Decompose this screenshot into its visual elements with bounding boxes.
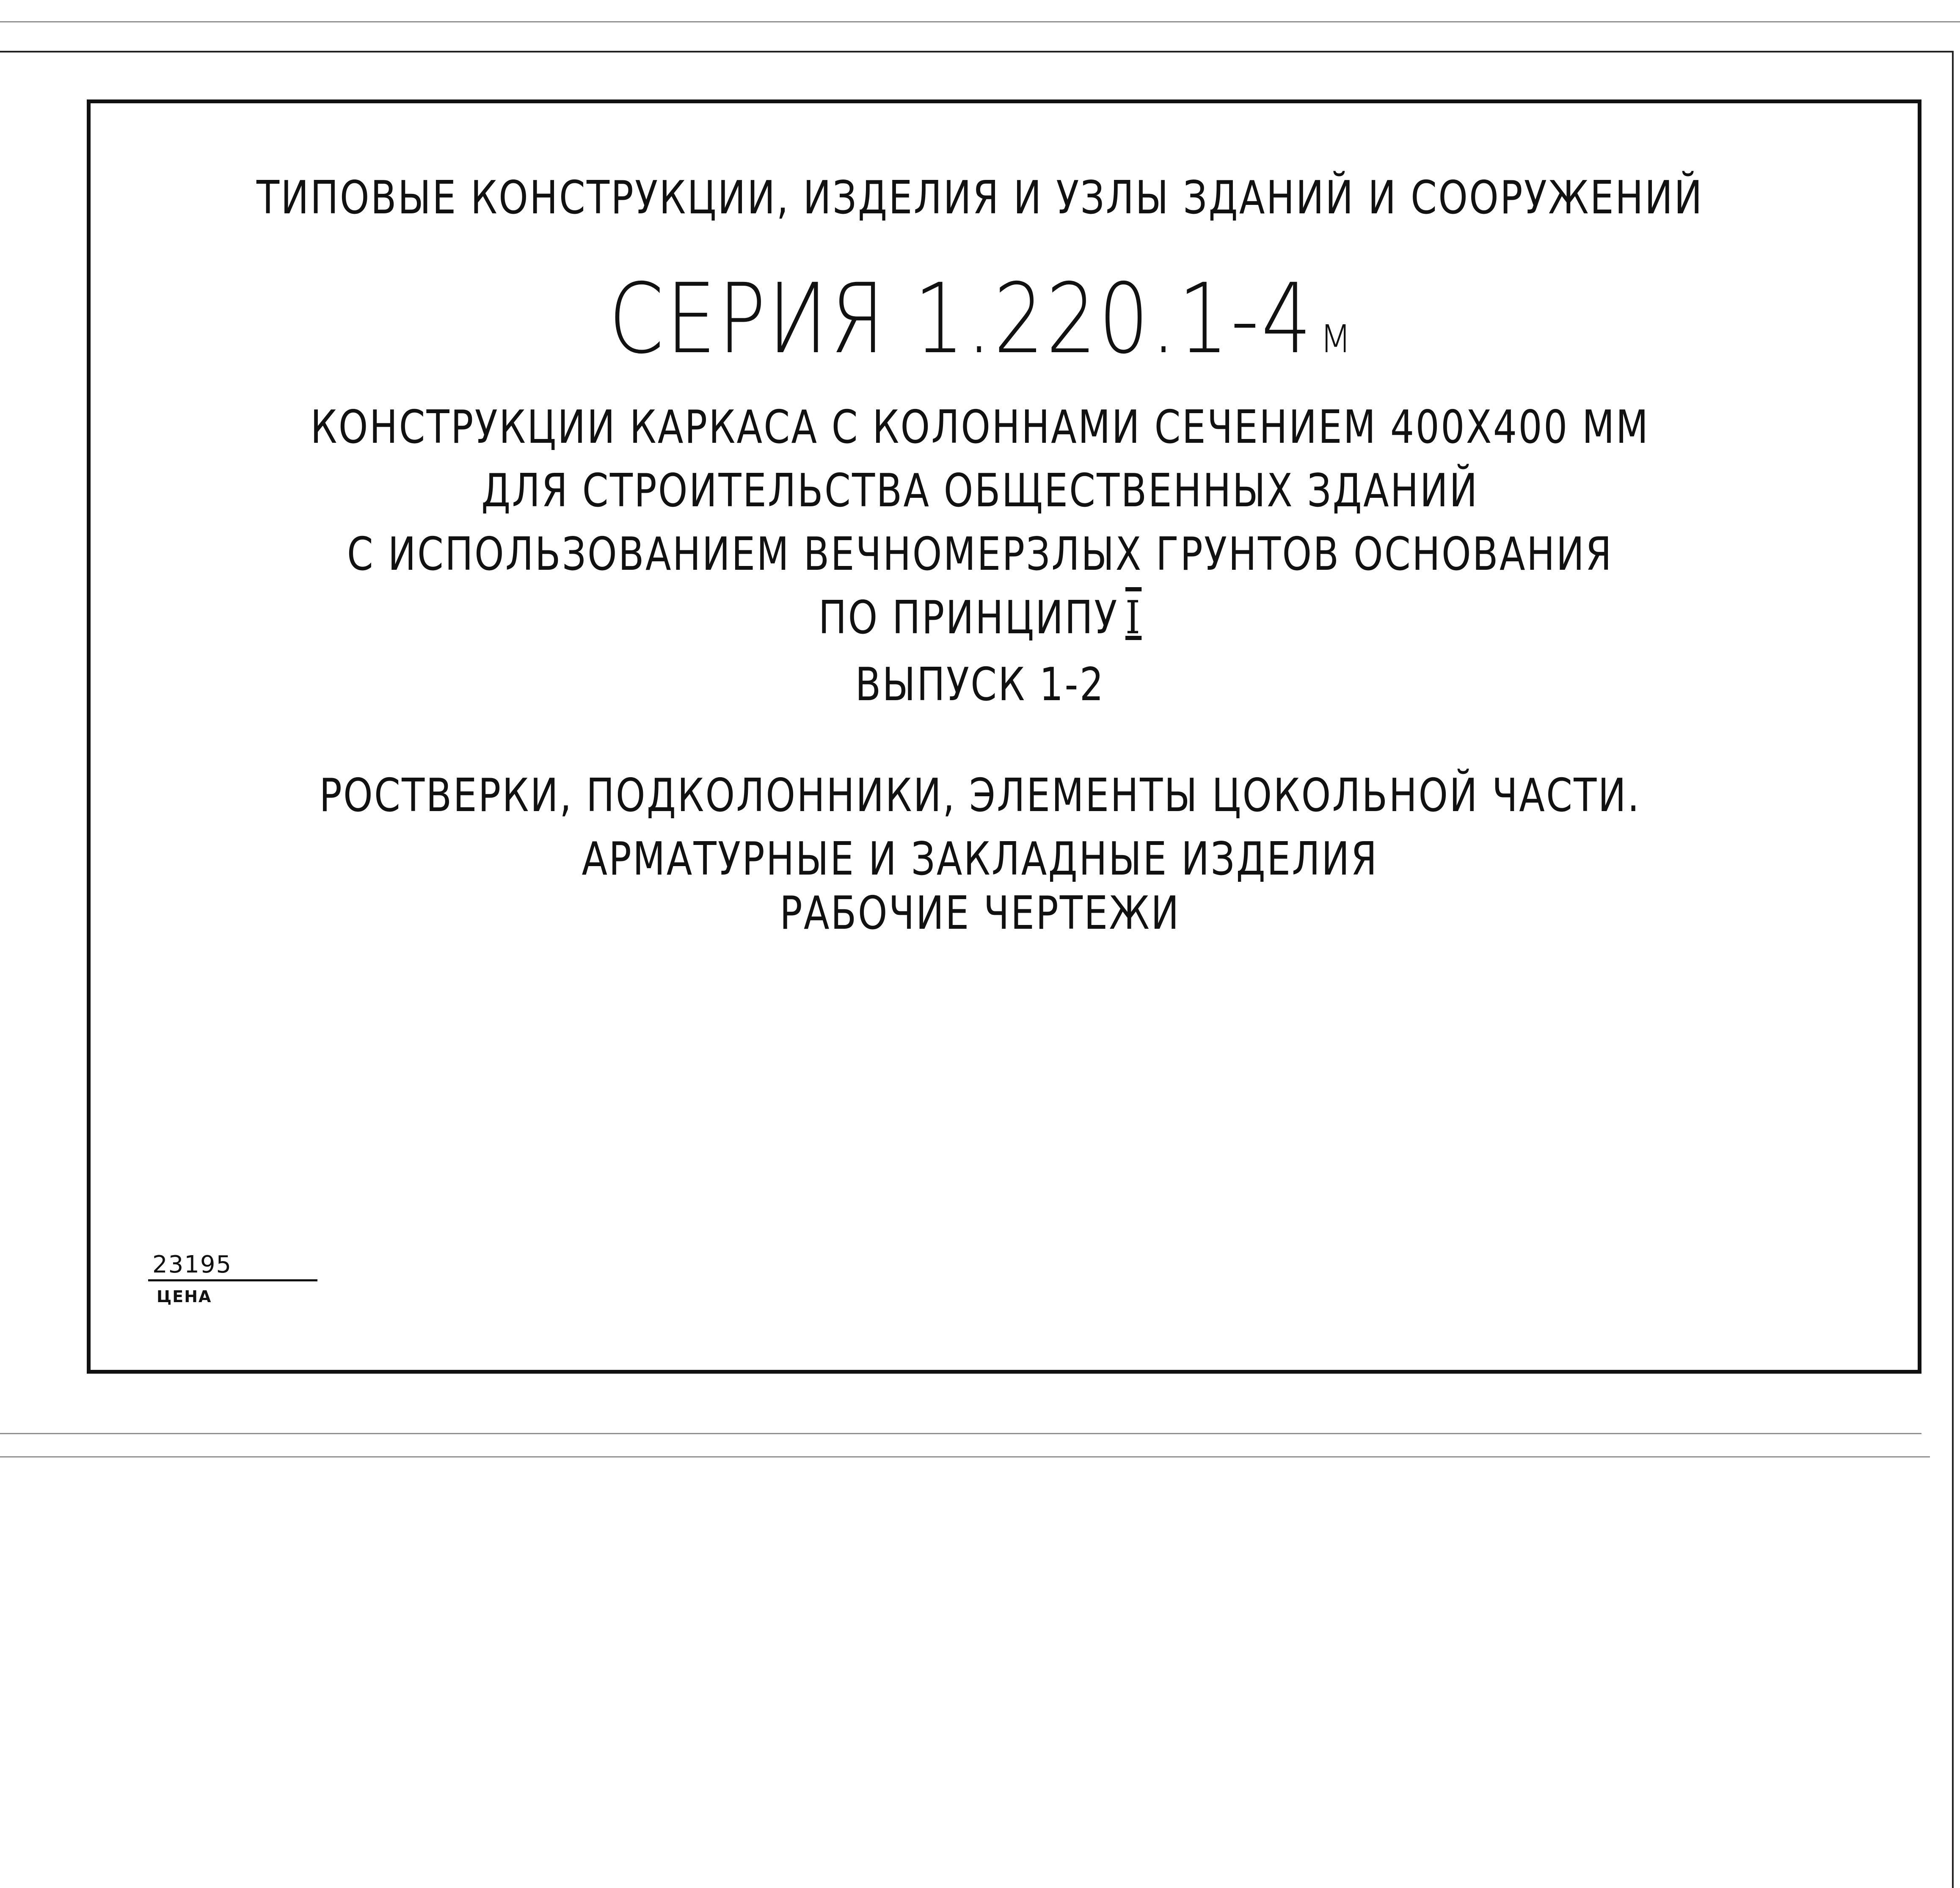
contents-block xyxy=(176,764,1784,891)
document-type-label: РАБОЧИЕ ЧЕРТЕЖИ xyxy=(780,887,1180,940)
description-block xyxy=(176,396,1784,650)
series-suffix: м xyxy=(1320,306,1351,364)
sheet-bottom-border xyxy=(0,1433,1921,1434)
description-line-2: ДЛЯ СТРОИТЕЛЬСТВА ОБЩЕСТВЕННЫХ ЗДАНИЙ xyxy=(481,464,1479,517)
contents-line-2: АРМАТУРНЫЕ И ЗАКЛАДНЫЕ ИЗДЕЛИЯ xyxy=(582,833,1378,886)
description-line-4 xyxy=(176,586,1784,650)
issue-label: ВЫПУСК 1-2 xyxy=(855,658,1105,711)
price-code: 23195 xyxy=(148,1251,317,1281)
description-line-1: КОНСТРУКЦИИ КАРКАСА С КОЛОННАМИ СЕЧЕНИЕМ 400Х400 ММ xyxy=(310,401,1650,454)
price-label: ЦЕНА xyxy=(157,1287,212,1306)
series-title xyxy=(176,262,1784,375)
scan-edge-bottom xyxy=(0,1456,1930,1457)
description-line-3: С ИСПОЛЬЗОВАНИЕМ ВЕЧНОМЕРЗЛЫХ ГРУНТОВ ОСНОВАНИЯ xyxy=(347,528,1613,581)
principle-text: ПО ПРИНЦИПУ xyxy=(818,591,1119,644)
contents-line-1: РОСТВЕРКИ, ПОДКОЛОННИКИ, ЭЛЕМЕНТЫ ЦОКОЛЬНОЙ ЧАСТИ. xyxy=(319,769,1641,822)
series-label: СЕРИЯ 1.220.1-4 xyxy=(609,262,1314,375)
scan-edge-top xyxy=(0,21,1960,22)
collection-title: ТИПОВЫЕ КОНСТРУКЦИИ, ИЗДЕЛИЯ И УЗЛЫ ЗДАНИЙ И СООРУЖЕНИЙ xyxy=(256,171,1704,224)
principle-numeral: I xyxy=(1125,591,1142,644)
price-block xyxy=(148,1251,317,1306)
